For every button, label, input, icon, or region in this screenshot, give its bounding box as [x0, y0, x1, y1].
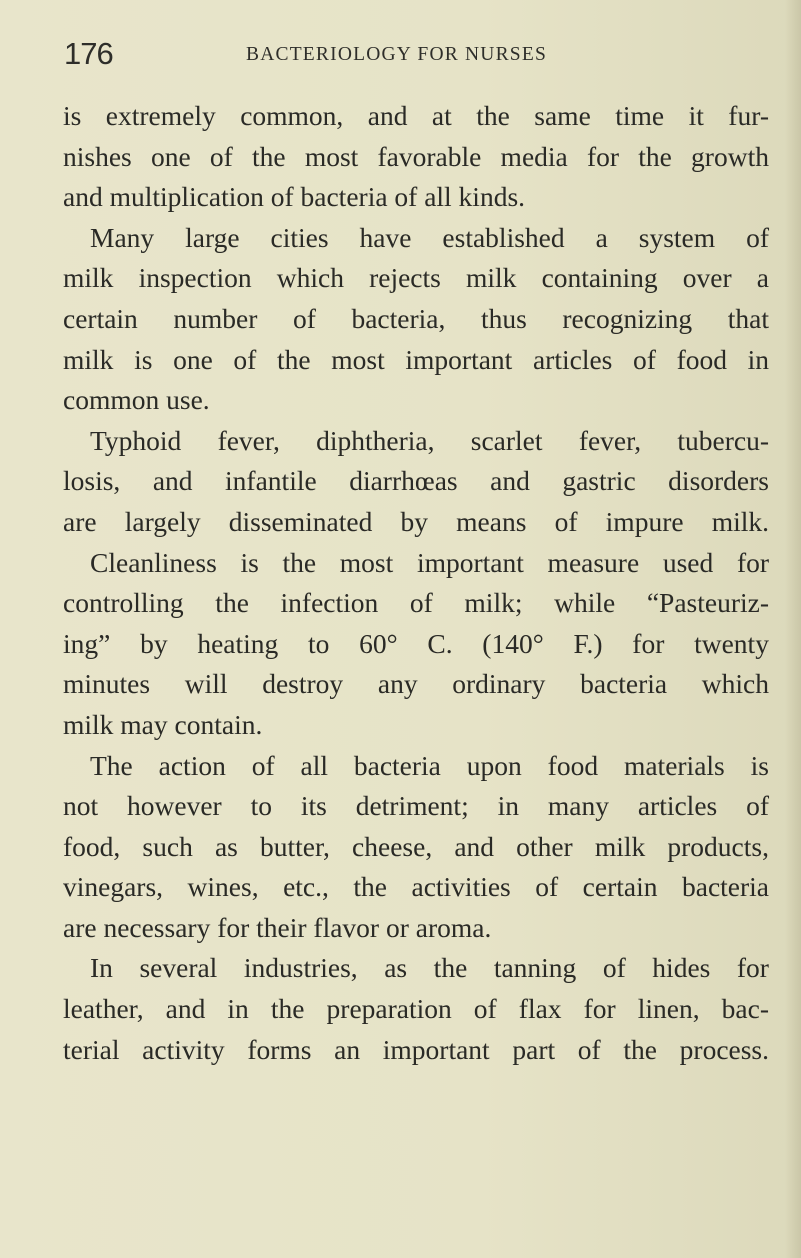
text-line: nishes one of the most favorable media for the growth: [63, 140, 769, 172]
text-line: Many large cities have established a system of: [90, 221, 770, 253]
page-header: [64, 34, 764, 74]
text-line: are largely disseminated by means of impure milk.: [63, 505, 770, 537]
text-line: Typhoid fever, diphtheria, scarlet fever, tubercu-: [90, 424, 769, 456]
text-line: milk is one of the most important articles of food in: [63, 343, 770, 375]
text-line: minutes will destroy any ordinary bacteria which: [63, 668, 770, 700]
text-line: is extremely common, and at the same time it fur-: [63, 100, 769, 131]
text-line: The action of all bacteria upon food materials is: [90, 749, 769, 781]
text-line: certain number of bacteria, thus recognizing that: [63, 302, 769, 334]
page-number: 176: [64, 36, 113, 71]
text-line: common use.: [63, 384, 210, 416]
text-line: Cleanliness is the most important measure used for: [90, 546, 770, 578]
text-line: ing” by heating to 60° C. (140° F.) for twenty: [63, 627, 769, 659]
text-line: losis, and infantile diarrhœas and gastric disorders: [63, 465, 769, 497]
text-line: terial activity forms an important part of the process.: [63, 1033, 770, 1065]
text-line: and multiplication of bacteria of all kinds.: [63, 181, 526, 213]
text-line: In several industries, as the tanning of hides for: [90, 952, 769, 984]
text-line: food, such as butter, cheese, and other milk products,: [63, 830, 769, 862]
running-head: BACTERIOLOGY FOR NURSES: [246, 44, 547, 65]
body-text: [63, 96, 773, 1070]
page-edge-shadow: [785, 0, 801, 1258]
text-line: milk inspection which rejects milk containing over a: [63, 262, 770, 294]
text-line: controlling the infection of milk; while “Pasteuriz-: [63, 587, 769, 619]
text-line: vinegars, wines, etc., the activities of certain bacteria: [63, 871, 769, 903]
text-line: not however to its detriment; in many articles of: [63, 790, 770, 822]
text-line: are necessary for their flavor or aroma.: [63, 911, 492, 943]
text-line: milk may contain.: [63, 708, 263, 740]
text-line: leather, and in the preparation of flax for linen, bac-: [63, 993, 769, 1025]
